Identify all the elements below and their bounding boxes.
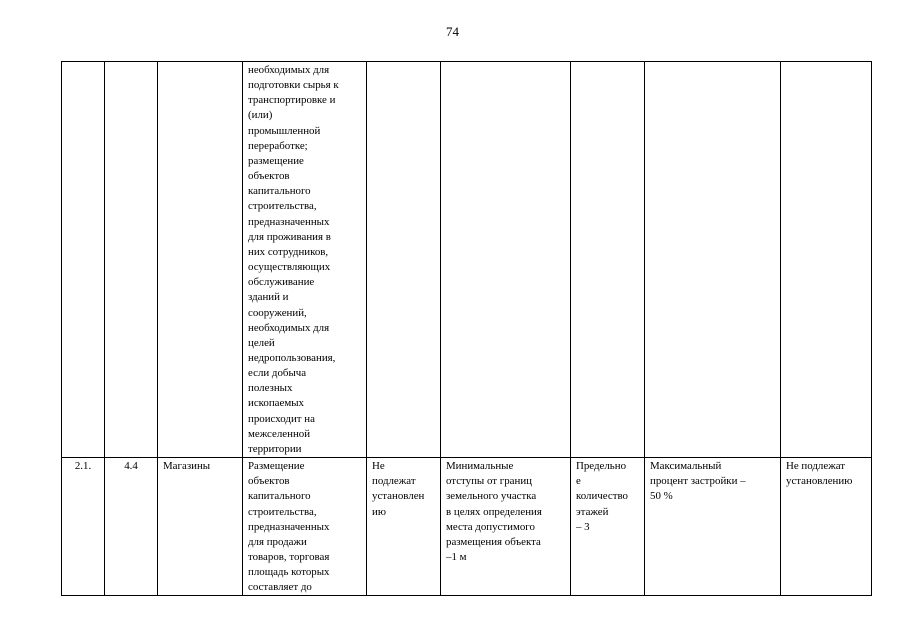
coverage-cell [645, 458, 781, 596]
text-line: товаров, торговая [248, 551, 330, 563]
text-line: капитального [248, 185, 311, 198]
row-number-cell: 2.1. [62, 458, 105, 596]
text-line: установлен [372, 490, 425, 503]
text-line: – 3 [576, 520, 590, 533]
text-line: площадь которых [248, 566, 330, 579]
text-line: для проживания в [248, 230, 331, 243]
text-line: объектов [248, 475, 290, 488]
table-row [62, 62, 872, 458]
text-line: ископаемых [248, 397, 304, 410]
text-line: размещение [248, 154, 304, 167]
text-line: 50 % [650, 490, 673, 503]
text-line: количество [576, 490, 628, 503]
text-line: межселенной [248, 427, 311, 440]
table-row [62, 458, 872, 596]
text-line: строительства, [248, 505, 317, 518]
text-line: транспортировке и [248, 94, 336, 107]
zoning-regulations-table [61, 61, 872, 596]
text-line: сооружений, [248, 306, 307, 319]
text-line: зданий и [248, 291, 289, 304]
text-line: для продажи [248, 535, 307, 548]
text-line: места допустимого [446, 520, 535, 533]
other-params-cell [781, 458, 872, 596]
text-line: подлежат [372, 475, 416, 488]
text-line: установлению [786, 475, 853, 488]
text-line: целей [248, 336, 275, 349]
text-line: капитального [248, 490, 311, 503]
text-line: необходимых для [248, 64, 330, 76]
text-line: предназначенных [248, 215, 330, 228]
text-line: земельного участка [446, 490, 537, 503]
plot-area-cell [367, 62, 441, 458]
row-number-cell [62, 62, 105, 458]
text-line: них сотрудников, [248, 245, 329, 258]
text-line: процент застройки – [650, 475, 746, 488]
text-line: территории [248, 442, 302, 455]
text-line: полезных [248, 382, 293, 395]
text-line: Размещение [248, 460, 305, 473]
text-line: е [576, 475, 581, 488]
floors-cell [571, 62, 645, 458]
floors-cell [571, 458, 645, 596]
coverage-cell [645, 62, 781, 458]
text-line: объектов [248, 170, 290, 183]
use-name-cell [158, 62, 243, 458]
text-line: если добыча [248, 367, 307, 380]
text-line: строительства, [248, 200, 317, 213]
text-line: подготовки сырья к [248, 79, 339, 92]
text-line: недропользования, [248, 351, 336, 364]
text-line: необходимых для [248, 321, 330, 334]
text-line: –1 м [446, 551, 467, 563]
text-line: обслуживание [248, 276, 315, 289]
text-line: Предельно [576, 460, 627, 473]
use-description-cell [243, 458, 367, 596]
setback-cell [441, 62, 571, 458]
text-line: происходит на [248, 412, 315, 425]
text-line: размещения объекта [446, 535, 541, 548]
text-line: Максимальный [650, 460, 722, 473]
text-line: составляет до [248, 581, 312, 594]
text-line: Не подлежат [786, 460, 846, 473]
text-line: в целях определения [446, 505, 542, 518]
text-line: отступы от границ [446, 475, 532, 488]
text-line: (или) [248, 109, 273, 122]
text-line: ию [372, 505, 386, 518]
text-line: предназначенных [248, 520, 330, 533]
setback-cell [441, 458, 571, 596]
text-line: осуществляющих [248, 261, 331, 274]
text-line: промышленной [248, 124, 321, 137]
text-line: Минимальные [446, 460, 514, 473]
text-line: Не [372, 460, 385, 473]
use-description-cell [243, 62, 367, 458]
other-params-cell [781, 62, 872, 458]
use-name-cell: Магазины [158, 458, 243, 596]
text-line: переработке; [248, 139, 308, 152]
use-code-cell: 4.4 [105, 458, 158, 596]
use-code-cell [105, 62, 158, 458]
text-line: этажей [576, 505, 609, 518]
page-number: 74 [446, 24, 459, 39]
plot-area-cell [367, 458, 441, 596]
